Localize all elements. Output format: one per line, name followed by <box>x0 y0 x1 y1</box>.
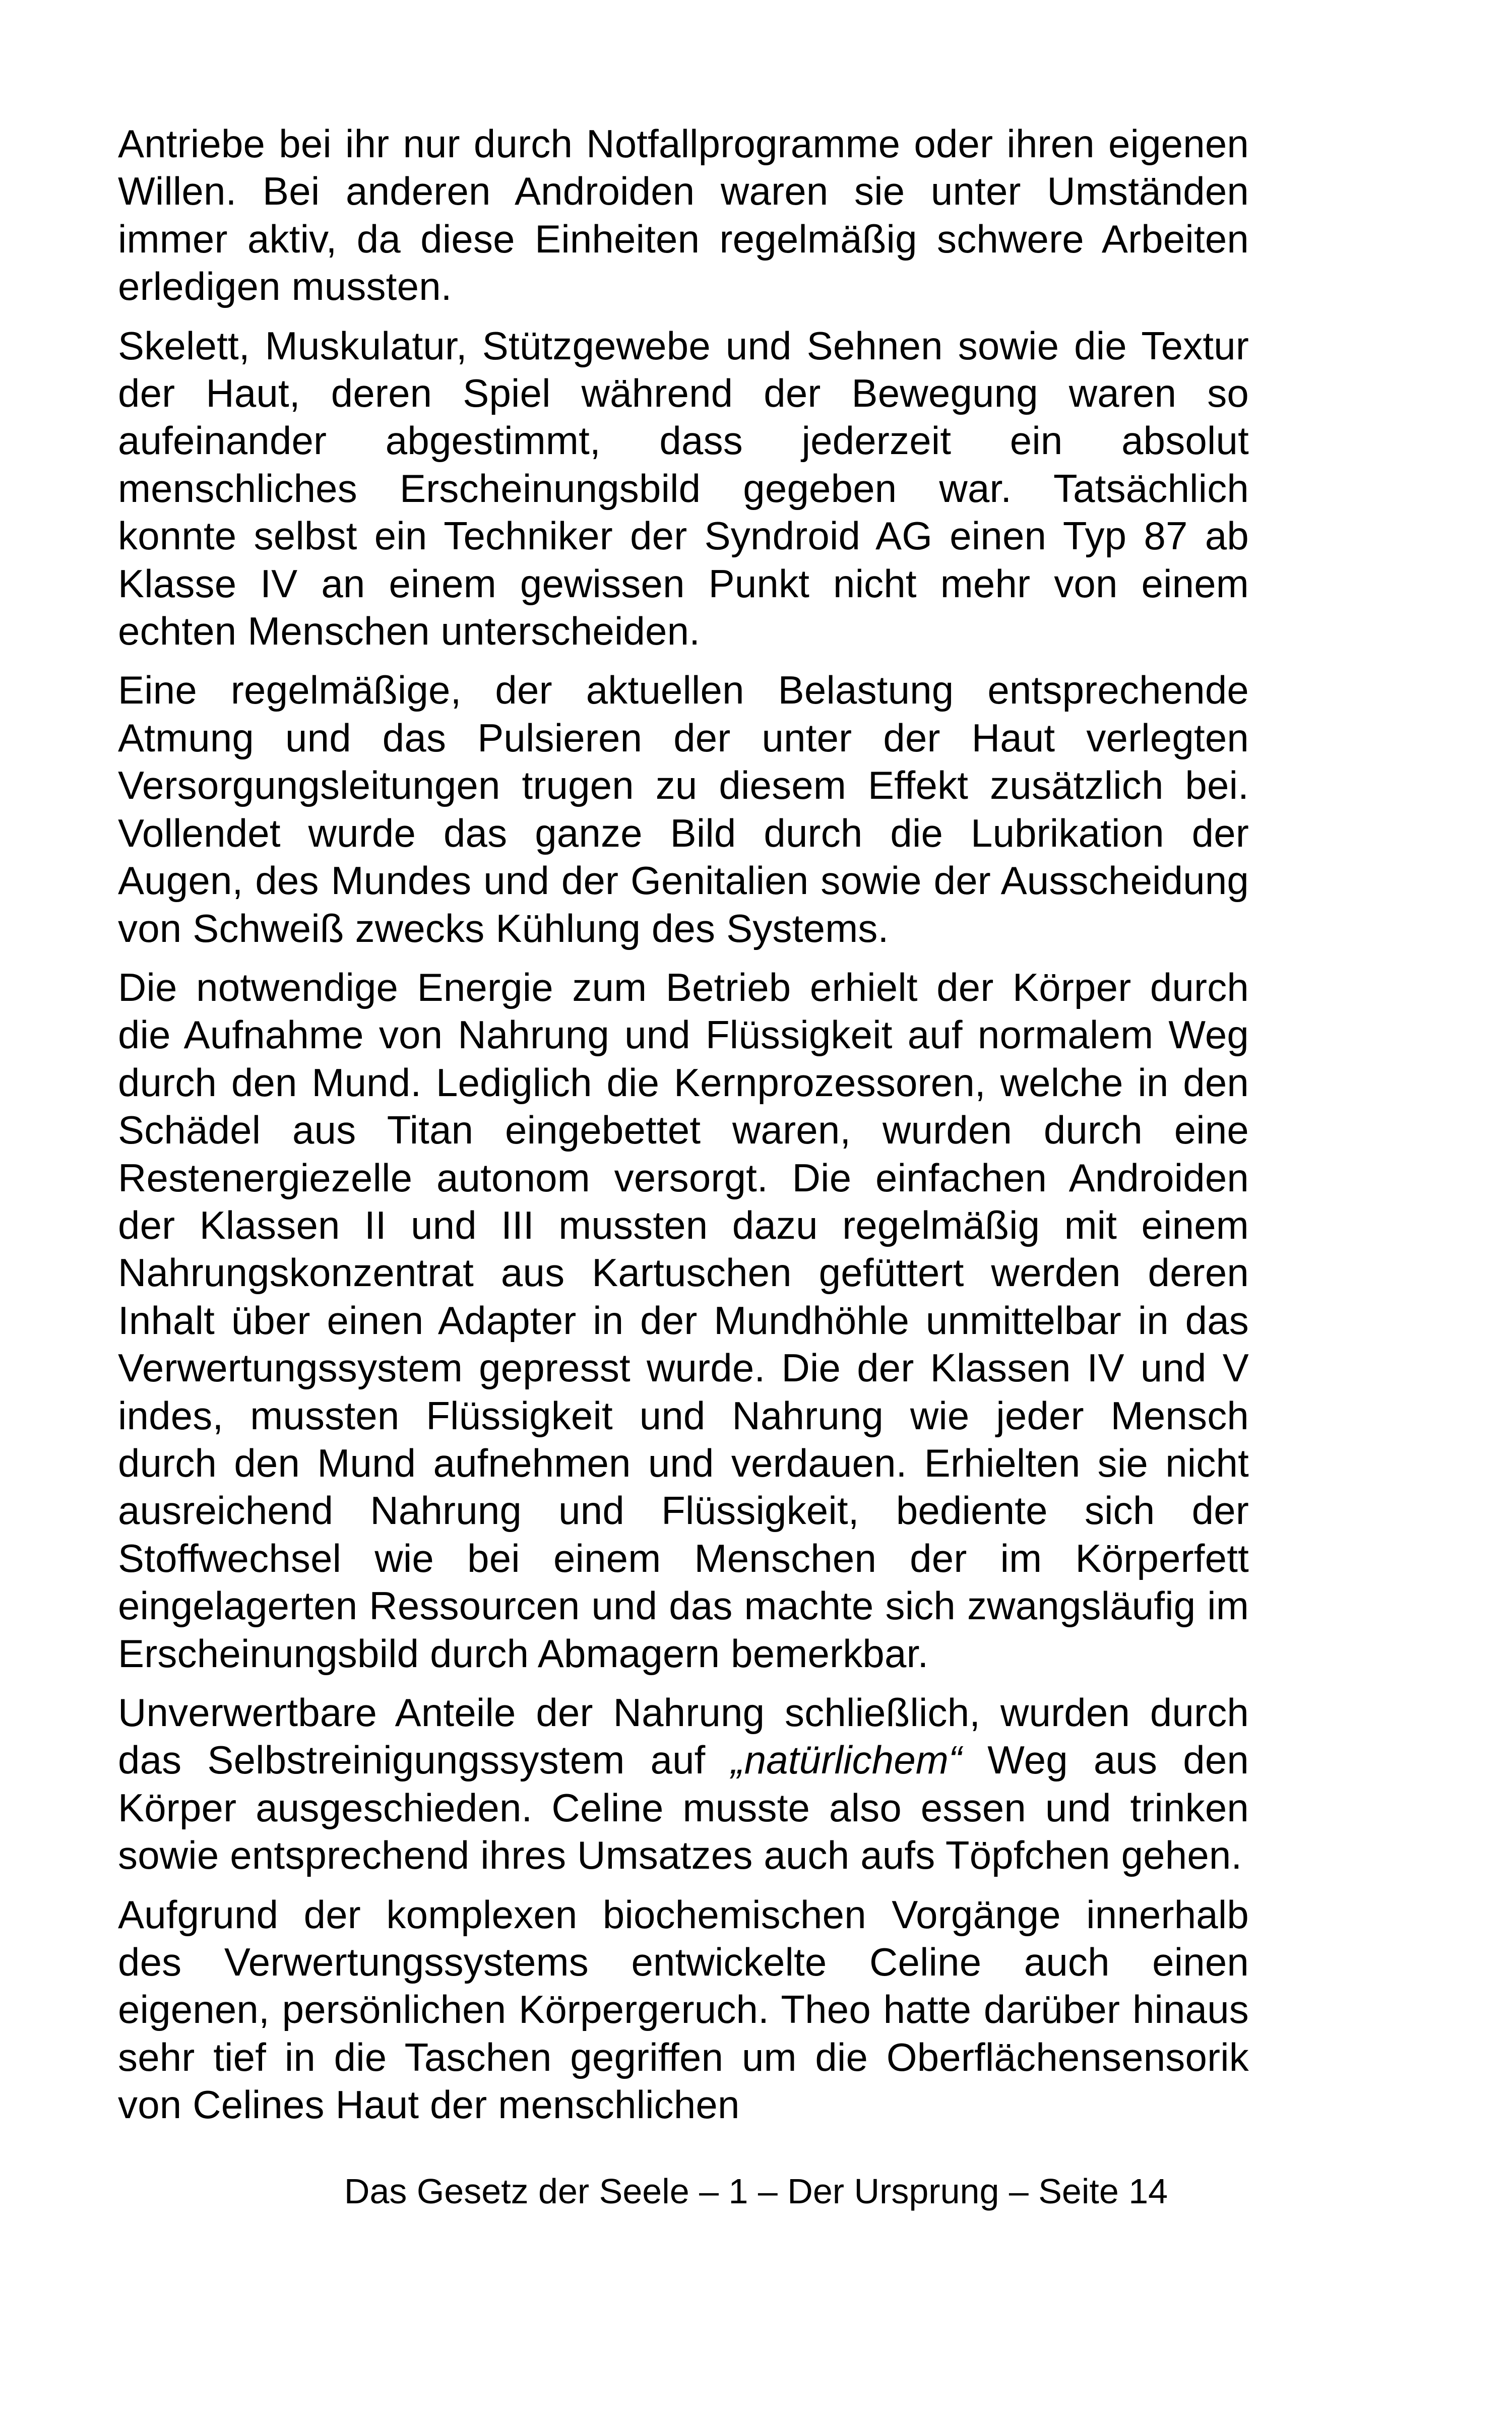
paragraph-4: Die notwendige Energie zum Betrieb erhielt der Körper durch die Aufnahme von Nahrung und Flüssigkeit auf normalem Weg durch den Mund. Lediglich die Kernprozessoren, welche in den Schädel aus Titan eingebettet waren, wurden durch eine Restenergiezelle autonom versorgt. Die einfachen Androiden der Klassen II und III mussten dazu regelmäßig mit einem Nahrungskonzentrat aus Kartuschen gefüttert werden deren Inhalt über einen Adapter in der Mundhöhle unmittelbar in das Verwertungssystem gepresst wurde. Die der Klassen IV und V indes, mussten Flüssigkeit und Nahrung wie jeder Mensch durch den Mund aufnehmen und verdauen. Erhielten sie nicht ausreichend Nahrung und Flüssigkeit, bediente sich der Stoffwechsel wie bei einem Menschen der im Körperfett eingelagerten Ressourcen und das machte sich zwangsläufig im Erscheinungsbild durch Abmagern bemerkbar. <box>118 965 1249 1676</box>
paragraph-1: Antriebe bei ihr nur durch Notfallprogramme oder ihren eigenen Willen. Bei anderen Androiden waren sie unter Umständen immer aktiv, da diese Einheiten regelmäßig schwere Arbeiten erledigen mussten. <box>118 121 1249 309</box>
paragraph-5-part-2: Weg aus den Körper ausgeschieden. Celine musste also essen und trinken sowie entsprechend ihres Umsatzes auch aufs Töpfchen gehen. <box>118 1738 1249 1878</box>
body-text <box>118 120 1249 2129</box>
paragraph-3: Eine regelmäßige, der aktuellen Belastung entsprechende Atmung und das Pulsieren der unter der Haut verlegten Versorgungsleitungen trugen zu diesem Effekt zusätzlich bei. Vollendet wurde das ganze Bild durch die Lubrikation der Augen, des Mundes und der Genitalien sowie der Ausscheidung von Schweiß zwecks Kühlung des Systems. <box>118 668 1249 950</box>
paragraph-6: Aufgrund der komplexen biochemischen Vorgänge innerhalb des Verwertungssystems entwickelte Celine auch einen eigenen, persönlichen Körpergeruch. Theo hatte darüber hinaus sehr tief in die Taschen gegriffen um die Oberflächensensorik von Celines Haut der menschlichen <box>118 1892 1249 2127</box>
paragraph-5-italic: „natürlichem“ <box>731 1738 962 1783</box>
paragraph-5-part-1: Unverwertbare Anteile der Nahrung schließlich, wurden durch das Selbstreinigungssystem auf <box>118 1690 1249 1783</box>
paragraph-2: Skelett, Muskulatur, Stützgewebe und Sehnen sowie die Textur der Haut, deren Spiel während der Bewegung waren so aufeinander abgestimmt, dass jederzeit ein absolut menschliches Erscheinungsbild gegeben war. Tatsächlich konnte selbst ein Techniker der Syndroid AG einen Typ 87 ab Klasse IV an einem gewissen Punkt nicht mehr von einem echten Menschen unterscheiden. <box>118 323 1249 654</box>
page-footer: Das Gesetz der Seele – 1 – Der Ursprung – Seite 14 <box>344 2172 1168 2211</box>
paragraph-5 <box>118 1689 1249 1879</box>
